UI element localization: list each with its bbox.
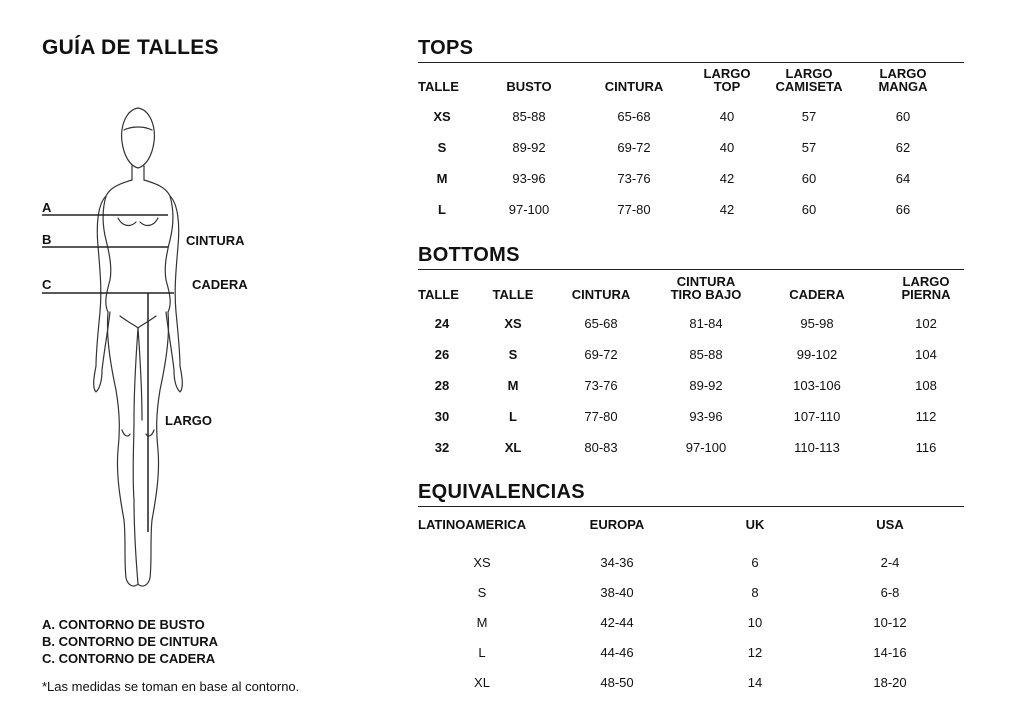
tops-header-line: MANGA [878, 79, 928, 94]
bottoms-cell: 89-92 [689, 378, 723, 393]
tops-header-line: LARGO [703, 66, 751, 81]
bottoms-cell: 81-84 [689, 316, 723, 331]
tops-title: TOPS [418, 37, 474, 59]
equivalencias-cell: 6 [751, 555, 759, 570]
equivalencias-cell: XL [474, 675, 490, 690]
legend-cadera: C. CONTORNO DE CADERA [42, 651, 216, 666]
equivalencias-cell: 34-36 [600, 555, 634, 570]
bottoms-cell: 77-80 [584, 409, 618, 424]
bottoms-header-line: TALLE [492, 287, 534, 302]
tops-cell: 69-72 [617, 140, 651, 155]
equivalencias-cell: 14 [747, 675, 763, 690]
label-b: B [42, 232, 52, 247]
tops-header-line: CAMISETA [775, 79, 843, 94]
tops-cell: 57 [801, 140, 817, 155]
tops-header-line: LARGO [879, 66, 927, 81]
equivalencias-header-line: EUROPA [589, 517, 645, 532]
bottoms-cell: 112 [915, 409, 937, 424]
equivalencias-header [418, 518, 528, 531]
bottoms-cell: 97-100 [685, 440, 727, 455]
tops-cell: 42 [719, 202, 735, 217]
figure-right-leg [138, 312, 169, 586]
bottoms-header-line: PIERNA [901, 287, 951, 302]
equivalencias-cell: M [476, 615, 488, 630]
bottoms-cell: 108 [915, 378, 937, 393]
tops-cell: 62 [895, 140, 911, 155]
bottoms-cell: 93-96 [689, 409, 723, 424]
equivalencias-cell: 48-50 [600, 675, 634, 690]
tops-cell: 64 [895, 171, 911, 186]
tops-cell: 93-96 [512, 171, 546, 186]
equivalencias-cell: 18-20 [873, 675, 907, 690]
bottoms-header [762, 288, 872, 301]
tops-cell: 42 [719, 171, 735, 186]
bottoms-cell: 103-106 [793, 378, 841, 393]
equivalencias-cell: 10 [747, 615, 763, 630]
figure-right-arm [166, 196, 182, 392]
tops-cell: L [438, 202, 446, 217]
bottoms-header-line: CINTURA [676, 274, 736, 289]
bottoms-header [546, 288, 656, 301]
tops-header-line: LARGO [785, 66, 833, 81]
tops-cell: 40 [719, 140, 735, 155]
tops-divider [418, 62, 964, 63]
label-cadera: CADERA [192, 277, 248, 292]
tops-cell: 60 [895, 109, 911, 124]
equivalencias-header [562, 518, 672, 531]
bottoms-cell: XL [504, 440, 522, 455]
legend-busto: A. CONTORNO DE BUSTO [42, 617, 205, 632]
bottoms-cell: 26 [434, 347, 450, 362]
bottoms-header-line: TALLE [418, 287, 459, 302]
body-figure [40, 100, 280, 600]
equivalencias-cell: 38-40 [600, 585, 634, 600]
tops-cell: S [437, 140, 447, 155]
tops-cell: 60 [801, 202, 817, 217]
equivalencias-cell: XS [473, 555, 491, 570]
bottoms-header [651, 275, 761, 301]
tops-cell: 73-76 [617, 171, 651, 186]
label-c: C [42, 277, 52, 292]
bottoms-cell: L [509, 409, 517, 424]
bottoms-cell: S [508, 347, 518, 362]
bottoms-header [871, 275, 981, 301]
bottoms-cell: 116 [915, 440, 937, 455]
tops-cell: 60 [801, 171, 817, 186]
tops-header-line: CINTURA [604, 79, 664, 94]
bottoms-cell: 110-113 [794, 440, 840, 455]
bottoms-header-line: CADERA [789, 287, 845, 302]
bottoms-cell: 32 [434, 440, 450, 455]
equivalencias-cell: 8 [751, 585, 759, 600]
bottoms-cell: 65-68 [584, 316, 618, 331]
tops-cell: 66 [895, 202, 911, 217]
bottoms-cell: 69-72 [584, 347, 618, 362]
equivalencias-divider [418, 506, 964, 507]
tops-header-line: TALLE [418, 79, 459, 94]
equivalencias-cell: 10-12 [873, 615, 907, 630]
bottoms-header-line: CINTURA [571, 287, 631, 302]
figure-head [122, 108, 155, 168]
guide-title: GUÍA DE TALLES [42, 36, 219, 59]
equivalencias-cell: 12 [747, 645, 763, 660]
legend-cintura: B. CONTORNO DE CINTURA [42, 634, 218, 649]
tops-cell: 65-68 [617, 109, 651, 124]
tops-header-line: TOP [713, 79, 741, 94]
tops-header [474, 80, 584, 93]
tops-cell: 77-80 [617, 202, 651, 217]
tops-cell: 85-88 [512, 109, 546, 124]
measurement-note: *Las medidas se toman en base al contorno. [42, 679, 300, 694]
equivalencias-header-line: LATINOAMERICA [418, 517, 527, 532]
tops-cell: M [436, 171, 448, 186]
bottoms-title: BOTTOMS [418, 244, 520, 266]
tops-cell: XS [433, 109, 451, 124]
tops-cell: 89-92 [512, 140, 546, 155]
tops-cell: 57 [801, 109, 817, 124]
equivalencias-cell: 6-8 [880, 585, 900, 600]
equivalencias-header-line: UK [745, 517, 765, 532]
label-largo: LARGO [165, 413, 212, 428]
bottoms-cell: 85-88 [689, 347, 723, 362]
bottoms-cell: 24 [434, 316, 450, 331]
bottoms-cell: 30 [434, 409, 450, 424]
bottoms-header-line: LARGO [902, 274, 950, 289]
equivalencias-cell: S [477, 585, 487, 600]
equivalencias-header [700, 518, 810, 531]
tops-header-line: BUSTO [506, 79, 552, 94]
figure-torso [103, 180, 132, 312]
bottoms-divider [418, 269, 964, 270]
equivalencias-header-line: USA [876, 517, 904, 532]
bottoms-cell: 95-98 [800, 316, 834, 331]
bottoms-cell: M [507, 378, 519, 393]
tops-cell: 40 [719, 109, 735, 124]
equivalencias-cell: L [478, 645, 486, 660]
equivalencias-cell: 14-16 [873, 645, 907, 660]
bottoms-cell: 104 [915, 347, 937, 362]
equivalencias-cell: 42-44 [600, 615, 634, 630]
tops-cell: 97-100 [508, 202, 550, 217]
equivalencias-cell: 2-4 [880, 555, 900, 570]
equivalencias-cell: 44-46 [600, 645, 634, 660]
bottoms-header-line: TIRO BAJO [670, 287, 742, 302]
bottoms-cell: 102 [915, 316, 937, 331]
label-a: A [42, 200, 52, 215]
figure-left-arm [94, 196, 110, 392]
bottoms-cell: XS [504, 316, 522, 331]
bottoms-cell: 107-110 [793, 409, 841, 424]
tops-header [848, 67, 958, 93]
bottoms-cell: 28 [434, 378, 450, 393]
equivalencias-header [835, 518, 945, 531]
equivalencias-title: EQUIVALENCIAS [418, 481, 585, 503]
bottoms-cell: 73-76 [584, 378, 618, 393]
bottoms-cell: 99-102 [796, 347, 838, 362]
label-cintura: CINTURA [186, 233, 245, 248]
bottoms-cell: 80-83 [584, 440, 618, 455]
